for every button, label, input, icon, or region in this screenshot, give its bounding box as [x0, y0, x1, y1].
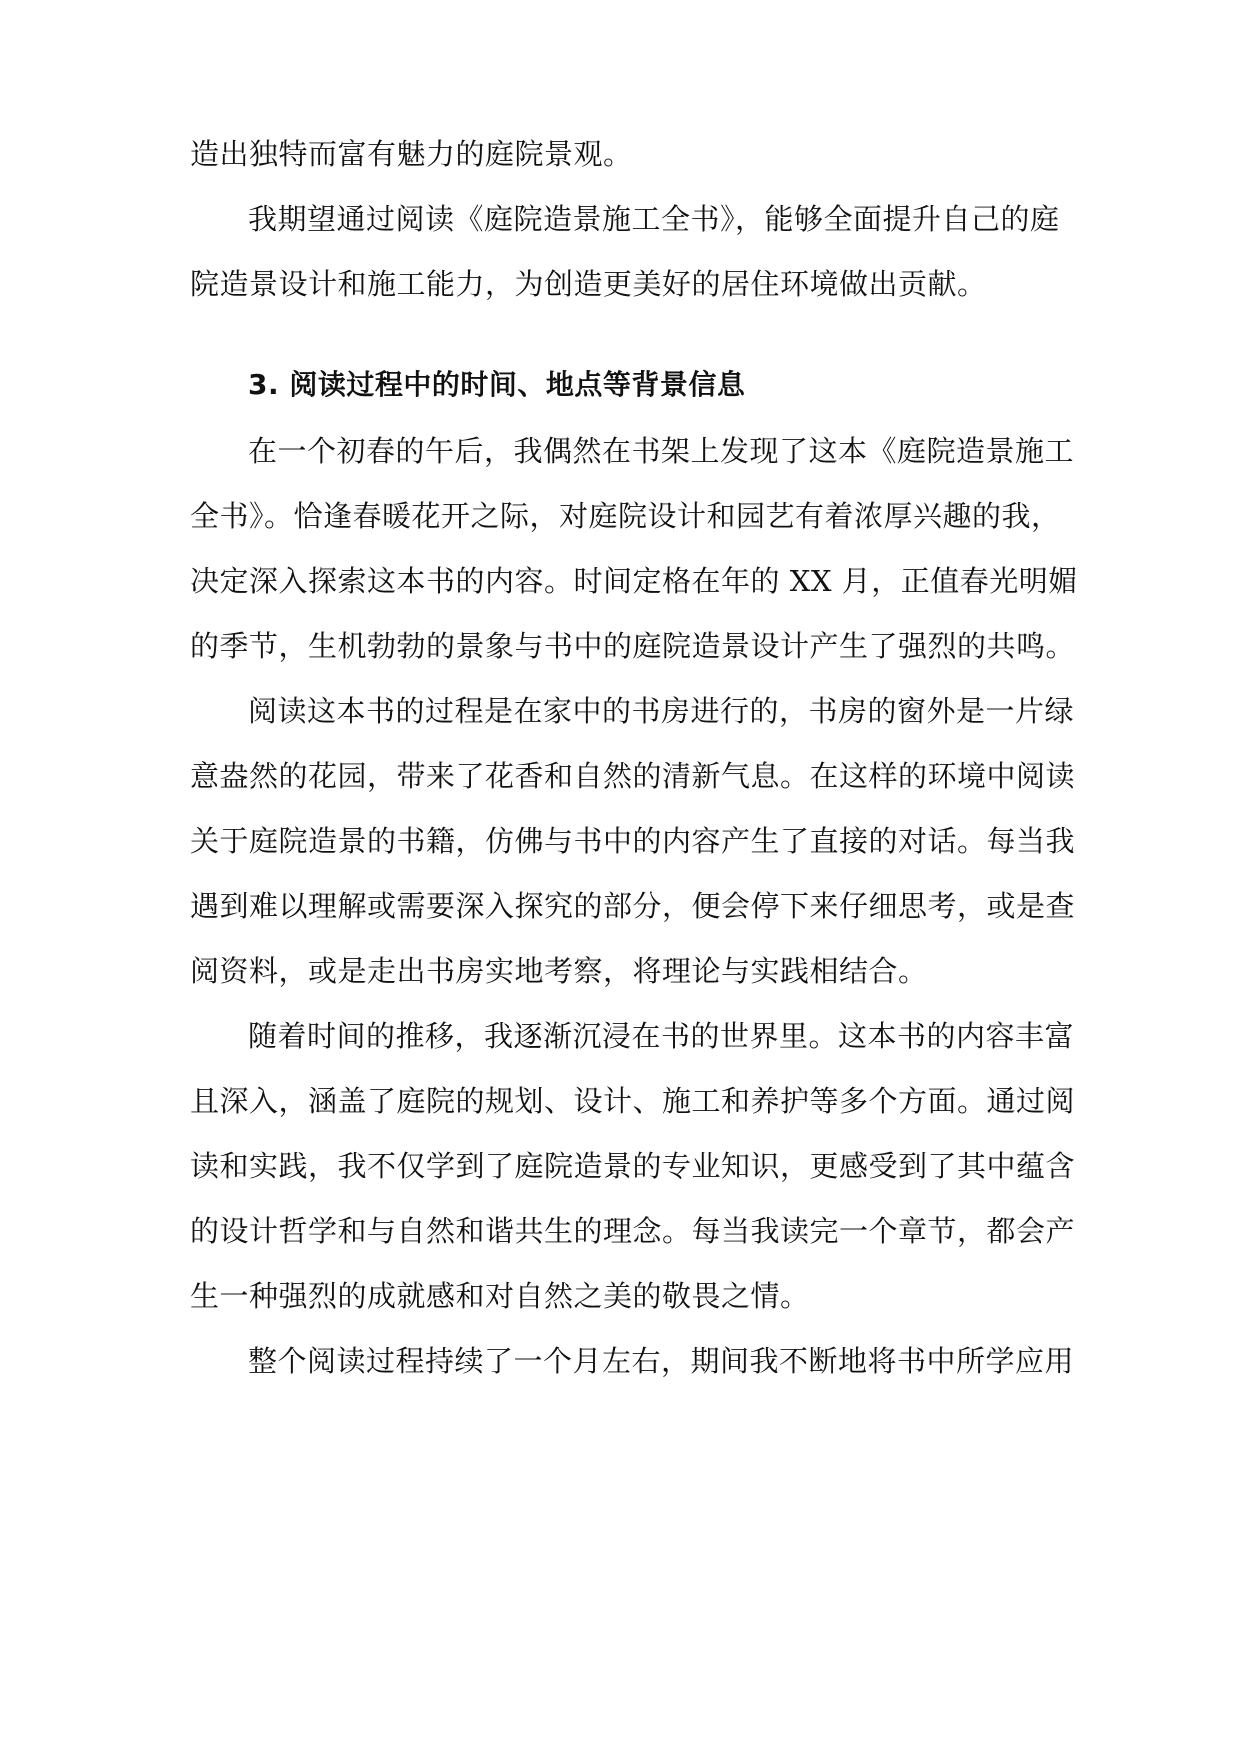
paragraph-5-line-3: 读和实践，我不仅学到了庭院造景的专业知识，更感受到了其中蕴含: [190, 1149, 1076, 1183]
paragraph-4-line-4: 遇到难以理解或需要深入探究的部分，便会停下来仔细思考，或是查: [190, 889, 1076, 923]
paragraph-4-line-5: 阅资料，或是走出书房实地考察，将理论与实践相结合。: [190, 954, 928, 988]
paragraph-3-line-1: 在一个初春的午后，我偶然在书架上发现了这本《庭院造景施工: [248, 434, 1075, 468]
paragraph-6-line-1: 整个阅读过程持续了一个月左右，期间我不断地将书中所学应用: [248, 1344, 1075, 1378]
paragraph-4-line-1: 阅读这本书的过程是在家中的书房进行的，书房的窗外是一片绿: [248, 694, 1075, 728]
paragraph-2-line-1: 我期望通过阅读《庭院造景施工全书》，能够全面提升自己的庭: [248, 202, 1060, 236]
paragraph-5-line-4: 的设计哲学和与自然和谐共生的理念。每当我读完一个章节，都会产: [190, 1214, 1076, 1248]
paragraph-3-line-2: 全书》。恰逢春暖花开之际，对庭院设计和园艺有着浓厚兴趣的我，: [190, 499, 1061, 533]
paragraph-5-line-5: 生一种强烈的成就感和对自然之美的敬畏之情。: [190, 1279, 810, 1313]
paragraph-4-line-3: 关于庭院造景的书籍，仿佛与书中的内容产生了直接的对话。每当我: [190, 824, 1076, 858]
section-heading: 3. 阅读过程中的时间、地点等背景信息: [248, 368, 746, 401]
paragraph-5-line-1: 随着时间的推移，我逐渐沉浸在书的世界里。这本书的内容丰富: [248, 1019, 1075, 1053]
paragraph-4-line-2: 意盎然的花园，带来了花香和自然的清新气息。在这样的环境中阅读: [190, 759, 1076, 793]
paragraph-3-line-4: 的季节，生机勃勃的景象与书中的庭院造景设计产生了强烈的共鸣。: [190, 629, 1076, 663]
paragraph-2-line-2: 院造景设计和施工能力，为创造更美好的居住环境做出贡献。: [190, 267, 987, 301]
paragraph-1-line-1: 造出独特而富有魅力的庭院景观。: [190, 137, 633, 171]
paragraph-3-line-3: 决定深入探索这本书的内容。时间定格在年的 XX 月，正值春光明媚: [190, 564, 1078, 598]
paragraph-5-line-2: 且深入，涵盖了庭院的规划、设计、施工和养护等多个方面。通过阅: [190, 1084, 1076, 1118]
